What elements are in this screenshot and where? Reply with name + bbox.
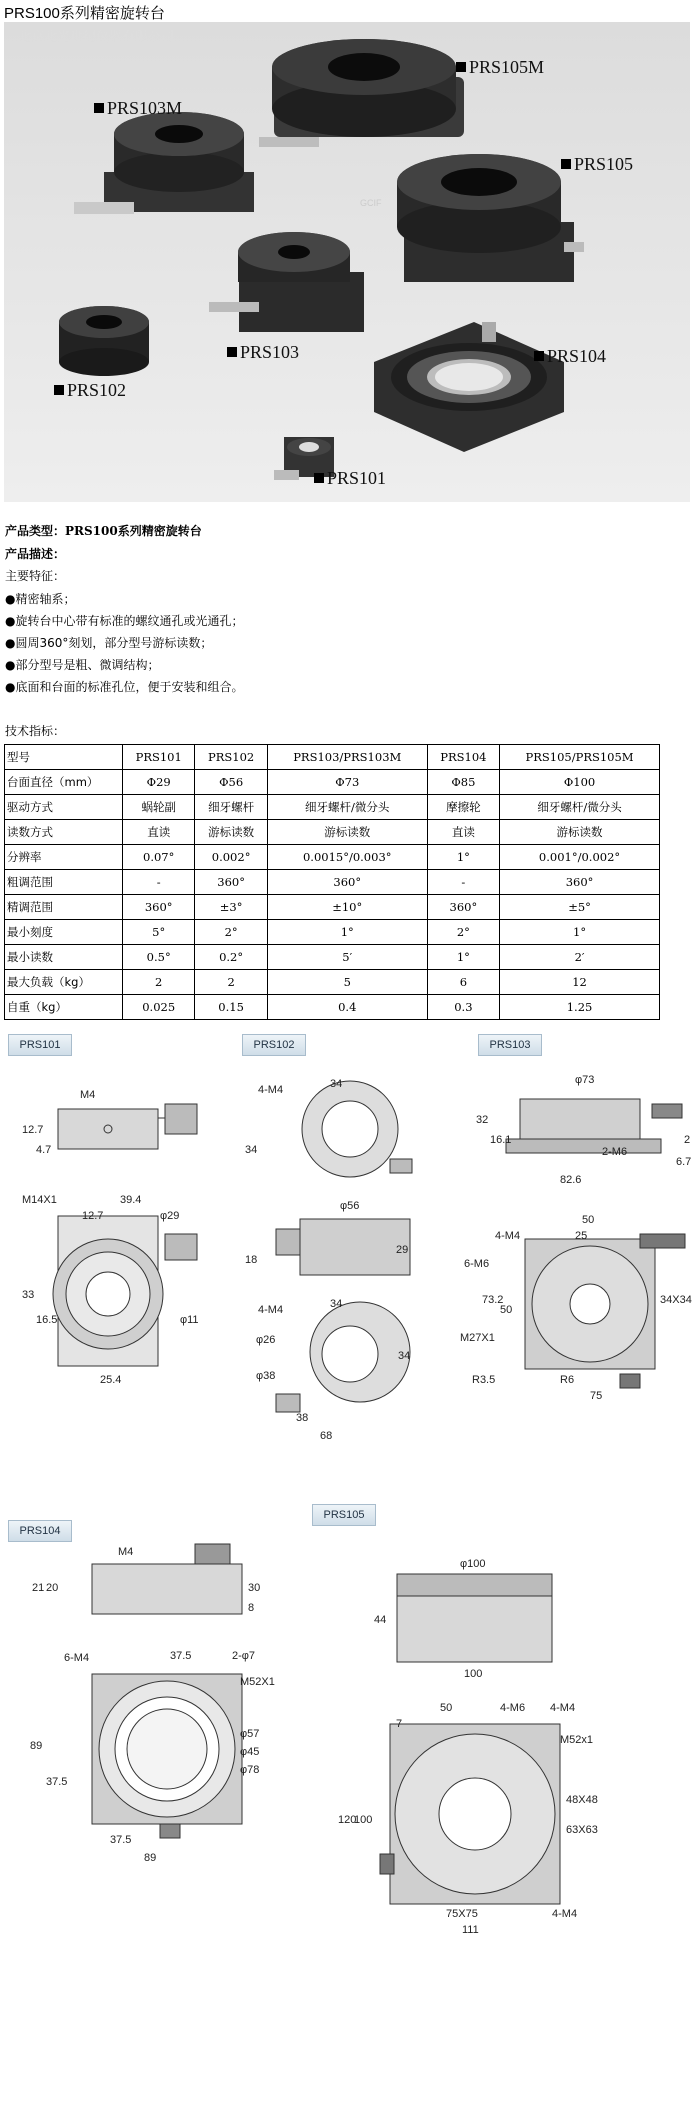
dim-label: 89 xyxy=(144,1852,157,1864)
spec-row-label: 型号 xyxy=(5,745,123,770)
spec-row-label: 最大负载（kg） xyxy=(5,970,123,995)
spec-cell: PRS104 xyxy=(427,745,499,770)
dim-label: 39.4 xyxy=(120,1194,142,1206)
spec-cell: 1° xyxy=(267,920,427,945)
spec-cell: - xyxy=(427,870,499,895)
spec-cell: 2° xyxy=(195,920,267,945)
label-prs103m: PRS103M xyxy=(94,98,182,119)
spec-cell: 2 xyxy=(123,970,195,995)
spec-row-label: 精调范围 xyxy=(5,895,123,920)
spec-cell: 1° xyxy=(427,945,499,970)
dim-label: 34 xyxy=(398,1350,411,1362)
dim-label: 8 xyxy=(248,1602,255,1614)
spec-cell: 360° xyxy=(195,870,267,895)
dim-label: 82.6 xyxy=(560,1174,582,1186)
spec-cell: ±3° xyxy=(195,895,267,920)
dim-label: 100 xyxy=(354,1814,373,1826)
spec-cell: 0.0015°/0.003° xyxy=(267,845,427,870)
dim-label: 16.1 xyxy=(490,1134,512,1146)
dim-label: 21 xyxy=(32,1582,45,1594)
label-prs101: PRS101 xyxy=(314,468,386,489)
spec-cell: 1° xyxy=(427,845,499,870)
dim-label: 2 xyxy=(684,1134,691,1146)
label-prs102: PRS102 xyxy=(54,380,126,401)
dim-label: 4.7 xyxy=(36,1144,52,1156)
spec-cell: 0.025 xyxy=(123,995,195,1020)
dim-label: 32 xyxy=(476,1114,489,1126)
spec-row-label: 粗调范围 xyxy=(5,870,123,895)
dim-label: φ26 xyxy=(256,1334,276,1346)
prs103m-stage-image xyxy=(74,112,254,214)
spec-cell: 2 xyxy=(195,970,267,995)
dim-label: φ73 xyxy=(575,1074,595,1086)
dim-label: R6 xyxy=(560,1374,575,1386)
dim-label: 44 xyxy=(374,1614,387,1626)
spec-cell: 0.001°/0.002° xyxy=(500,845,660,870)
spec-cell: 5° xyxy=(123,920,195,945)
dim-label: 4-M4 xyxy=(258,1304,284,1316)
tag-prs104: PRS104 xyxy=(8,1520,72,1542)
dim-label: 63X63 xyxy=(566,1824,598,1836)
spec-cell: 12 xyxy=(500,970,660,995)
dim-label: 33 xyxy=(22,1289,35,1301)
dim-label: 75X75 xyxy=(446,1908,478,1920)
plate-logo: GCIF xyxy=(360,198,382,208)
feature-item: ●精密轴系； xyxy=(5,592,76,606)
page-title: PRS100系列精密旋转台 xyxy=(4,5,165,22)
dim-label: 34 xyxy=(330,1078,343,1090)
spec-cell: 1° xyxy=(500,920,660,945)
features-title: 主要特征： xyxy=(5,569,66,583)
dim-label: 50 xyxy=(440,1702,453,1714)
spec-cell: 0.07° xyxy=(123,845,195,870)
spec-cell: 360° xyxy=(427,895,499,920)
dim-label: 16.5 xyxy=(36,1314,58,1326)
dim-label: M52x1 xyxy=(560,1734,594,1746)
spec-cell: Φ56 xyxy=(195,770,267,795)
dim-label: 111 xyxy=(462,1924,479,1936)
dim-label: M27X1 xyxy=(460,1332,495,1344)
feature-item: ●圆周360°刻划，部分型号游标读数； xyxy=(5,636,213,650)
spec-cell: 直读 xyxy=(427,820,499,845)
spec-cell: 2′ xyxy=(500,945,660,970)
feature-item: ●底面和台面的标准孔位，便于安装和组合。 xyxy=(5,680,244,694)
label-prs103: PRS103 xyxy=(227,342,299,363)
prs102-stage-image xyxy=(59,306,149,376)
dim-label: 2-M6 xyxy=(602,1146,628,1158)
dim-label: 4-M6 xyxy=(500,1702,526,1714)
spec-cell: ±10° xyxy=(267,895,427,920)
spec-cell: PRS101 xyxy=(123,745,195,770)
spec-cell: 游标读数 xyxy=(267,820,427,845)
spec-row xyxy=(5,795,660,820)
tag-prs105: PRS105 xyxy=(312,1504,376,1526)
product-photo-illustration xyxy=(4,22,690,502)
spec-cell: ±5° xyxy=(500,895,660,920)
dim-label: 34 xyxy=(245,1144,258,1156)
product-type-label: 产品类型： xyxy=(5,524,66,538)
spec-cell: 摩擦轮 xyxy=(427,795,499,820)
product-type-value: PRS100系列精密旋转台 xyxy=(65,524,202,538)
specs-title: 技术指标： xyxy=(5,724,66,738)
dim-label: 30 xyxy=(248,1582,261,1594)
dim-label: 4-M4 xyxy=(495,1230,521,1242)
tag-prs103: PRS103 xyxy=(478,1034,542,1056)
dim-label: 25 xyxy=(575,1230,588,1242)
dim-label: φ56 xyxy=(340,1200,360,1212)
spec-cell: PRS103/PRS103M xyxy=(267,745,427,770)
dim-label: 37.5 xyxy=(110,1834,132,1846)
spec-table xyxy=(4,744,660,1020)
dim-label: 38 xyxy=(296,1412,309,1424)
dim-label: 50 xyxy=(500,1304,513,1316)
prs105m-stage-image xyxy=(259,39,464,147)
dim-label: 34 xyxy=(330,1298,343,1310)
spec-row-label: 最小读数 xyxy=(5,945,123,970)
spec-row-label: 驱动方式 xyxy=(5,795,123,820)
spec-row xyxy=(5,820,660,845)
spec-cell: 5 xyxy=(267,970,427,995)
spec-header-row xyxy=(5,745,660,770)
dim-label: 18 xyxy=(245,1254,258,1266)
dim-label: 34X34 xyxy=(660,1294,692,1306)
dim-label: 2-φ7 xyxy=(232,1650,256,1662)
spec-cell: PRS105/PRS105M xyxy=(500,745,660,770)
spec-cell: 游标读数 xyxy=(500,820,660,845)
dim-label: φ78 xyxy=(240,1764,260,1776)
spec-cell: 细牙螺杆/微分头 xyxy=(500,795,660,820)
spec-cell: 细牙螺杆 xyxy=(195,795,267,820)
dim-label: 37.5 xyxy=(46,1776,68,1788)
spec-cell: 细牙螺杆/微分头 xyxy=(267,795,427,820)
dim-label: 4-M4 xyxy=(550,1702,576,1714)
spec-cell: Φ85 xyxy=(427,770,499,795)
dim-label: M14X1 xyxy=(22,1194,57,1206)
dim-label: 50 xyxy=(582,1214,595,1226)
spec-cell: PRS102 xyxy=(195,745,267,770)
spec-row-label: 分辨率 xyxy=(5,845,123,870)
spec-cell: 0.4 xyxy=(267,995,427,1020)
dim-label: φ38 xyxy=(256,1370,276,1382)
spec-cell: 0.2° xyxy=(195,945,267,970)
spec-cell: 6 xyxy=(427,970,499,995)
feature-item: ●旋转台中心带有标准的螺纹通孔或光通孔； xyxy=(5,614,244,628)
spec-cell: Φ29 xyxy=(123,770,195,795)
spec-cell: 0.15 xyxy=(195,995,267,1020)
spec-cell: - xyxy=(123,870,195,895)
spec-cell: 游标读数 xyxy=(195,820,267,845)
prs105-stage-image xyxy=(397,154,584,282)
dim-label: 29 xyxy=(396,1244,409,1256)
dimension-labels xyxy=(0,1034,696,1994)
technical-drawings xyxy=(0,1034,696,1994)
dim-label: 120 xyxy=(338,1814,357,1826)
dim-label: 12.7 xyxy=(22,1124,44,1136)
dim-label: M52X1 xyxy=(240,1676,275,1688)
spec-row xyxy=(5,895,660,920)
feature-item: ●部分型号是粗、微调结构； xyxy=(5,658,160,672)
spec-cell: 蜗轮副 xyxy=(123,795,195,820)
dim-label: 12.7 xyxy=(82,1210,104,1222)
tag-prs102: PRS102 xyxy=(242,1034,306,1056)
spec-cell: Φ73 xyxy=(267,770,427,795)
spec-cell: 0.002° xyxy=(195,845,267,870)
dim-label: 48X48 xyxy=(566,1794,598,1806)
spec-cell: 360° xyxy=(500,870,660,895)
dim-label: 20 xyxy=(46,1582,59,1594)
spec-cell: 0.5° xyxy=(123,945,195,970)
dim-label: 6-M6 xyxy=(464,1258,490,1270)
spec-cell: 0.3 xyxy=(427,995,499,1020)
company-watermark: 北京北光世纪仪器有限公司 xyxy=(18,29,175,44)
label-prs104: PRS104 xyxy=(534,346,606,367)
dim-label: φ29 xyxy=(160,1210,180,1222)
dim-label: 68 xyxy=(320,1430,333,1442)
spec-row-label: 台面直径（mm） xyxy=(5,770,123,795)
spec-row xyxy=(5,945,660,970)
spec-cell: 360° xyxy=(267,870,427,895)
dim-label: 75 xyxy=(590,1390,603,1402)
product-type-line xyxy=(5,522,202,539)
dim-label: φ57 xyxy=(240,1728,260,1740)
dim-label: 7 xyxy=(396,1718,403,1730)
dim-label: 6-M4 xyxy=(64,1652,90,1664)
spec-cell: 1.25 xyxy=(500,995,660,1020)
spec-row-label: 读数方式 xyxy=(5,820,123,845)
prs104-stage-image xyxy=(374,322,564,452)
dim-label: 100 xyxy=(464,1668,483,1680)
spec-cell: Φ100 xyxy=(500,770,660,795)
dim-label: 4-M4 xyxy=(552,1908,578,1920)
dim-label: M4 xyxy=(80,1089,96,1101)
spec-row xyxy=(5,920,660,945)
dim-label: 73.2 xyxy=(482,1294,504,1306)
tag-prs101: PRS101 xyxy=(8,1034,72,1056)
dim-label: 4-M4 xyxy=(258,1084,284,1096)
dim-label: 25.4 xyxy=(100,1374,122,1386)
spec-cell: 360° xyxy=(123,895,195,920)
spec-row xyxy=(5,970,660,995)
spec-cell: 5′ xyxy=(267,945,427,970)
dim-label: φ45 xyxy=(240,1746,260,1758)
dim-label: 89 xyxy=(30,1740,43,1752)
spec-row xyxy=(5,770,660,795)
dim-label: 37.5 xyxy=(170,1650,192,1662)
product-photo xyxy=(4,22,690,502)
label-prs105m: PRS105M xyxy=(456,57,544,78)
spec-row xyxy=(5,995,660,1020)
spec-row xyxy=(5,845,660,870)
dim-label: R3.5 xyxy=(472,1374,496,1386)
dim-label: 6.7 xyxy=(676,1156,692,1168)
label-prs105: PRS105 xyxy=(561,154,633,175)
spec-cell: 2° xyxy=(427,920,499,945)
spec-row-label: 最小刻度 xyxy=(5,920,123,945)
spec-cell: 直读 xyxy=(123,820,195,845)
spec-row xyxy=(5,870,660,895)
dim-label: M4 xyxy=(118,1546,134,1558)
dim-label: φ100 xyxy=(460,1558,486,1570)
product-desc-label: 产品描述： xyxy=(5,547,66,561)
spec-row-label: 自重（kg） xyxy=(5,995,123,1020)
prs103-stage-image xyxy=(209,232,364,332)
dim-label: φ11 xyxy=(180,1314,199,1326)
